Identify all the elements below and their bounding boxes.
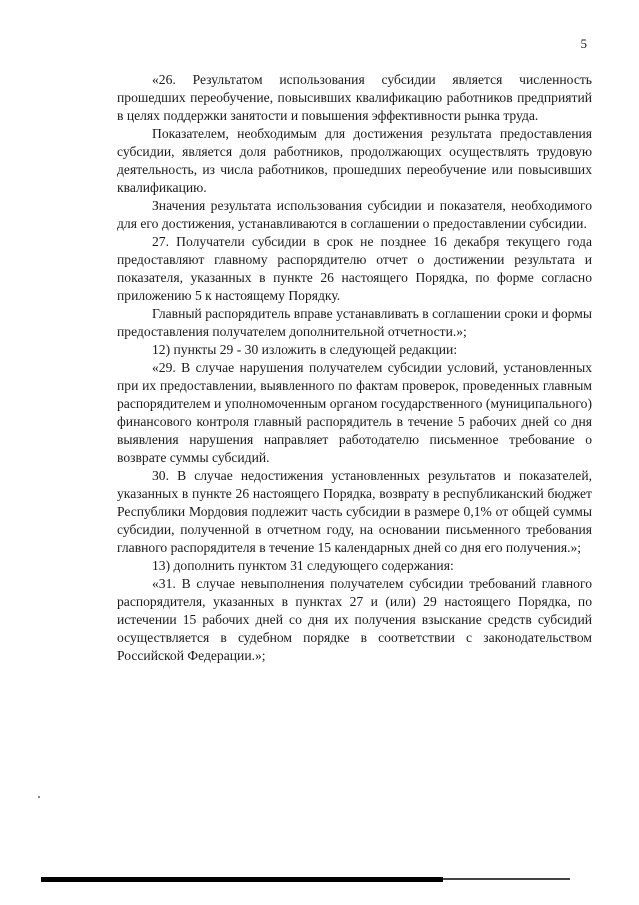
paragraph-29: «29. В случае нарушения получателем субсидии условий, установленных при их предоставлении, выявленного по фактам проверок, проведенных главным распорядителем и уполномоченным органом государственного (муниципального) финансового контроля главный распорядитель в течение 5 рабочих дней со дня выявления нарушения направляет работодателю письменное требование о возврате суммы субсидий. [117,360,592,465]
scan-edge-bar-thin [443,878,570,880]
paragraph-30: 30. В случае недостижения установленных результатов и показателей, указанных в пункте 26 настоящего Порядка, возврату в республиканский бюджет Республики Мордовия подлежит часть субсидии в размере 0,1% от общей суммы субсидии, полученной в отчетном году, на основании письменного требования главного распорядителя в течение 15 календарных дней со дня его получения.»; [117,468,592,555]
scan-speck [38,796,40,798]
paragraph-item-12: 12) пункты 29 - 30 изложить в следующей редакции: [152,342,458,357]
page-number: 5 [580,36,587,51]
scan-edge-bar [41,877,443,882]
paragraph-31: «31. В случае невыполнения получателем субсидии требований главного распорядителя, указанных в пунктах 27 и (или) 29 настоящего Порядка, по истечении 15 рабочих дней со дня их получения взыскание средств субсидий осуществляется в судебном порядке в соответствии с законодательством Российской Федерации.»; [117,576,592,663]
paragraph-values: Значения результата использования субсидии и показателя, необходимого для его достижения, устанавливаются в соглашении о предоставлении субсидии. [117,198,592,231]
paragraph-26: «26. Результатом использования субсидии является численность прошедших переобучение, повысивших квалификацию работников предприятий в целях поддержки занятости и повышения эффективности рынка труда. [117,72,592,123]
paragraph-item-13: 13) дополнить пунктом 31 следующего содержания: [152,558,454,573]
paragraph-indicator: Показателем, необходимым для достижения результата предоставления субсидии, является доля работников, продолжающих осуществлять трудовую деятельность, из числа работников, прошедших переобучение или повысивших квалификацию. [117,126,592,195]
paragraph-27: 27. Получатели субсидии в срок не позднее 16 декабря текущего года предоставляют главному распорядителю отчет о достижении результата и показателя, указанных в пункте 26 настоящего Порядка, по форме согласно приложению 5 к настоящему Порядку. [117,234,592,303]
document-body [117,71,592,665]
paragraph-additional-reporting: Главный распорядитель вправе устанавливать в соглашении сроки и формы предоставления получателем дополнительной отчетности.»; [117,306,592,339]
